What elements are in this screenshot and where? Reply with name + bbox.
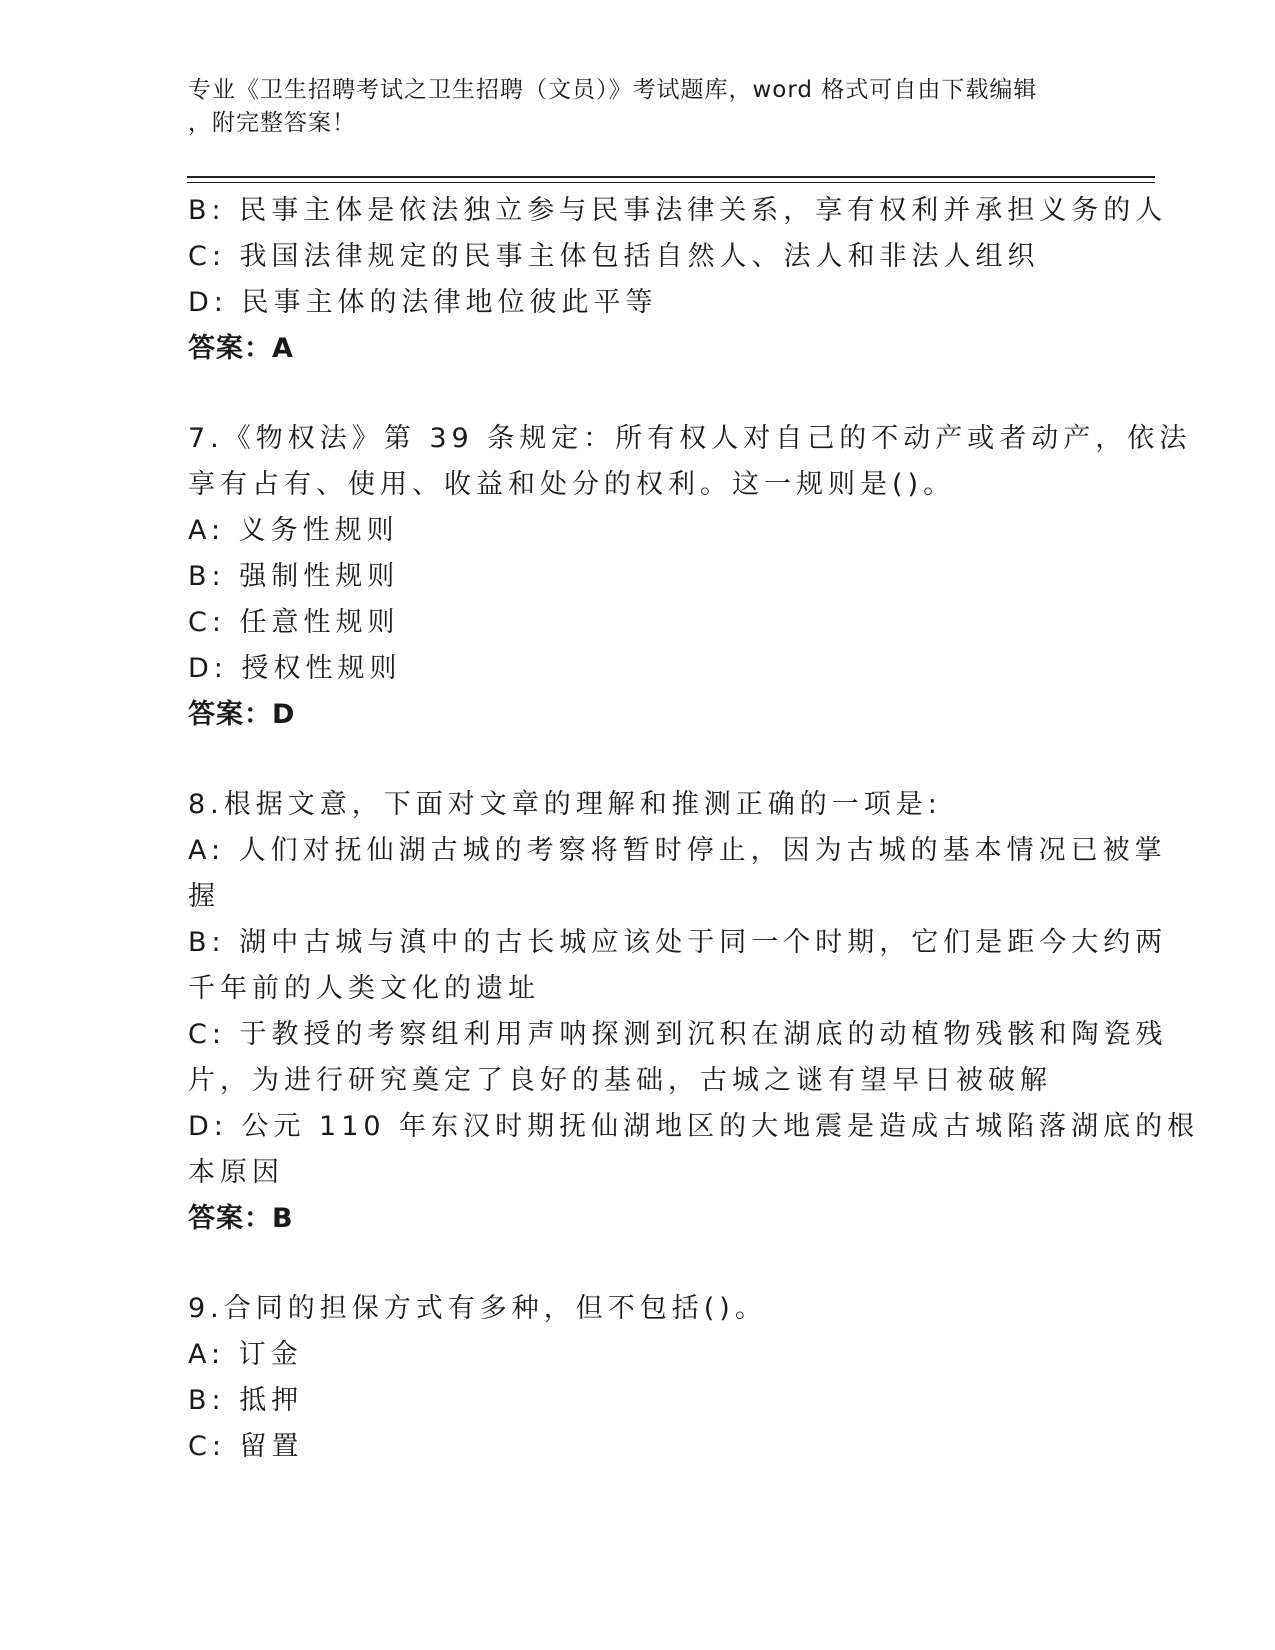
header-divider-thin [187, 182, 1155, 183]
question-stem-continued: 享有占有、使用、收益和处分的权利。这一规则是()。 [188, 469, 956, 500]
spacer [188, 738, 1078, 782]
option-a-continued: 握 [188, 881, 220, 912]
option-c: C: 任意性规则 [188, 607, 400, 638]
option-b: B: 强制性规则 [188, 561, 400, 592]
option-a: A: 人们对抚仙湖古城的考察将暂时停止，因为古城的基本情况已被掌 [188, 835, 1167, 866]
option-b: B: 湖中古城与滇中的古长城应该处于同一个时期，它们是距今大约两 [188, 927, 1168, 958]
question-stem: 9.合同的担保方式有多种，但不包括()。 [188, 1293, 767, 1324]
option-b: B: 抵押 [188, 1385, 304, 1416]
header-title-line1: 专业《卫生招聘考试之卫生招聘（文员）》考试题库，word 格式可自由下载编辑 [188, 77, 1038, 103]
question-6-tail [188, 188, 1168, 372]
option-d-continued: 本原因 [188, 1157, 284, 1188]
question-8 [188, 782, 1200, 1242]
document-header [188, 74, 1068, 140]
option-d: D: 公元 110 年东汉时期抚仙湖地区的大地震是造成古城陷落湖底的根 [188, 1111, 1200, 1142]
question-list [188, 188, 1200, 1470]
option-c: C: 我国法律规定的民事主体包括自然人、法人和非法人组织 [188, 241, 1040, 272]
option-d: D: 授权性规则 [188, 653, 402, 684]
question-9 [188, 1286, 1078, 1470]
answer-label: 答案：B [188, 1203, 294, 1234]
option-a: A: 义务性规则 [188, 515, 399, 546]
spacer [188, 372, 1078, 416]
question-7 [188, 416, 1192, 738]
header-title-line2: ，附完整答案！ [188, 110, 356, 136]
option-c: C: 留置 [188, 1431, 304, 1462]
answer-label: 答案：A [188, 333, 294, 364]
option-b: B: 民事主体是依法独立参与民事法律关系，享有权利并承担义务的人 [188, 195, 1168, 226]
option-d: D: 民事主体的法律地位彼此平等 [188, 287, 658, 318]
option-c-continued: 片，为进行研究奠定了良好的基础，古城之谜有望早日被破解 [188, 1065, 1052, 1096]
option-a: A: 订金 [188, 1339, 303, 1370]
spacer [188, 1242, 1078, 1286]
question-stem: 7.《物权法》第 39 条规定：所有权人对自己的不动产或者动产，依法 [188, 423, 1192, 454]
answer-label: 答案：D [188, 699, 296, 730]
option-c: C: 于教授的考察组利用声呐探测到沉积在湖底的动植物残骸和陶瓷残 [188, 1019, 1168, 1050]
option-b-continued: 千年前的人类文化的遗址 [188, 973, 540, 1004]
header-divider-thick [187, 176, 1155, 178]
question-stem: 8.根据文意，下面对文章的理解和推测正确的一项是: [188, 789, 942, 820]
